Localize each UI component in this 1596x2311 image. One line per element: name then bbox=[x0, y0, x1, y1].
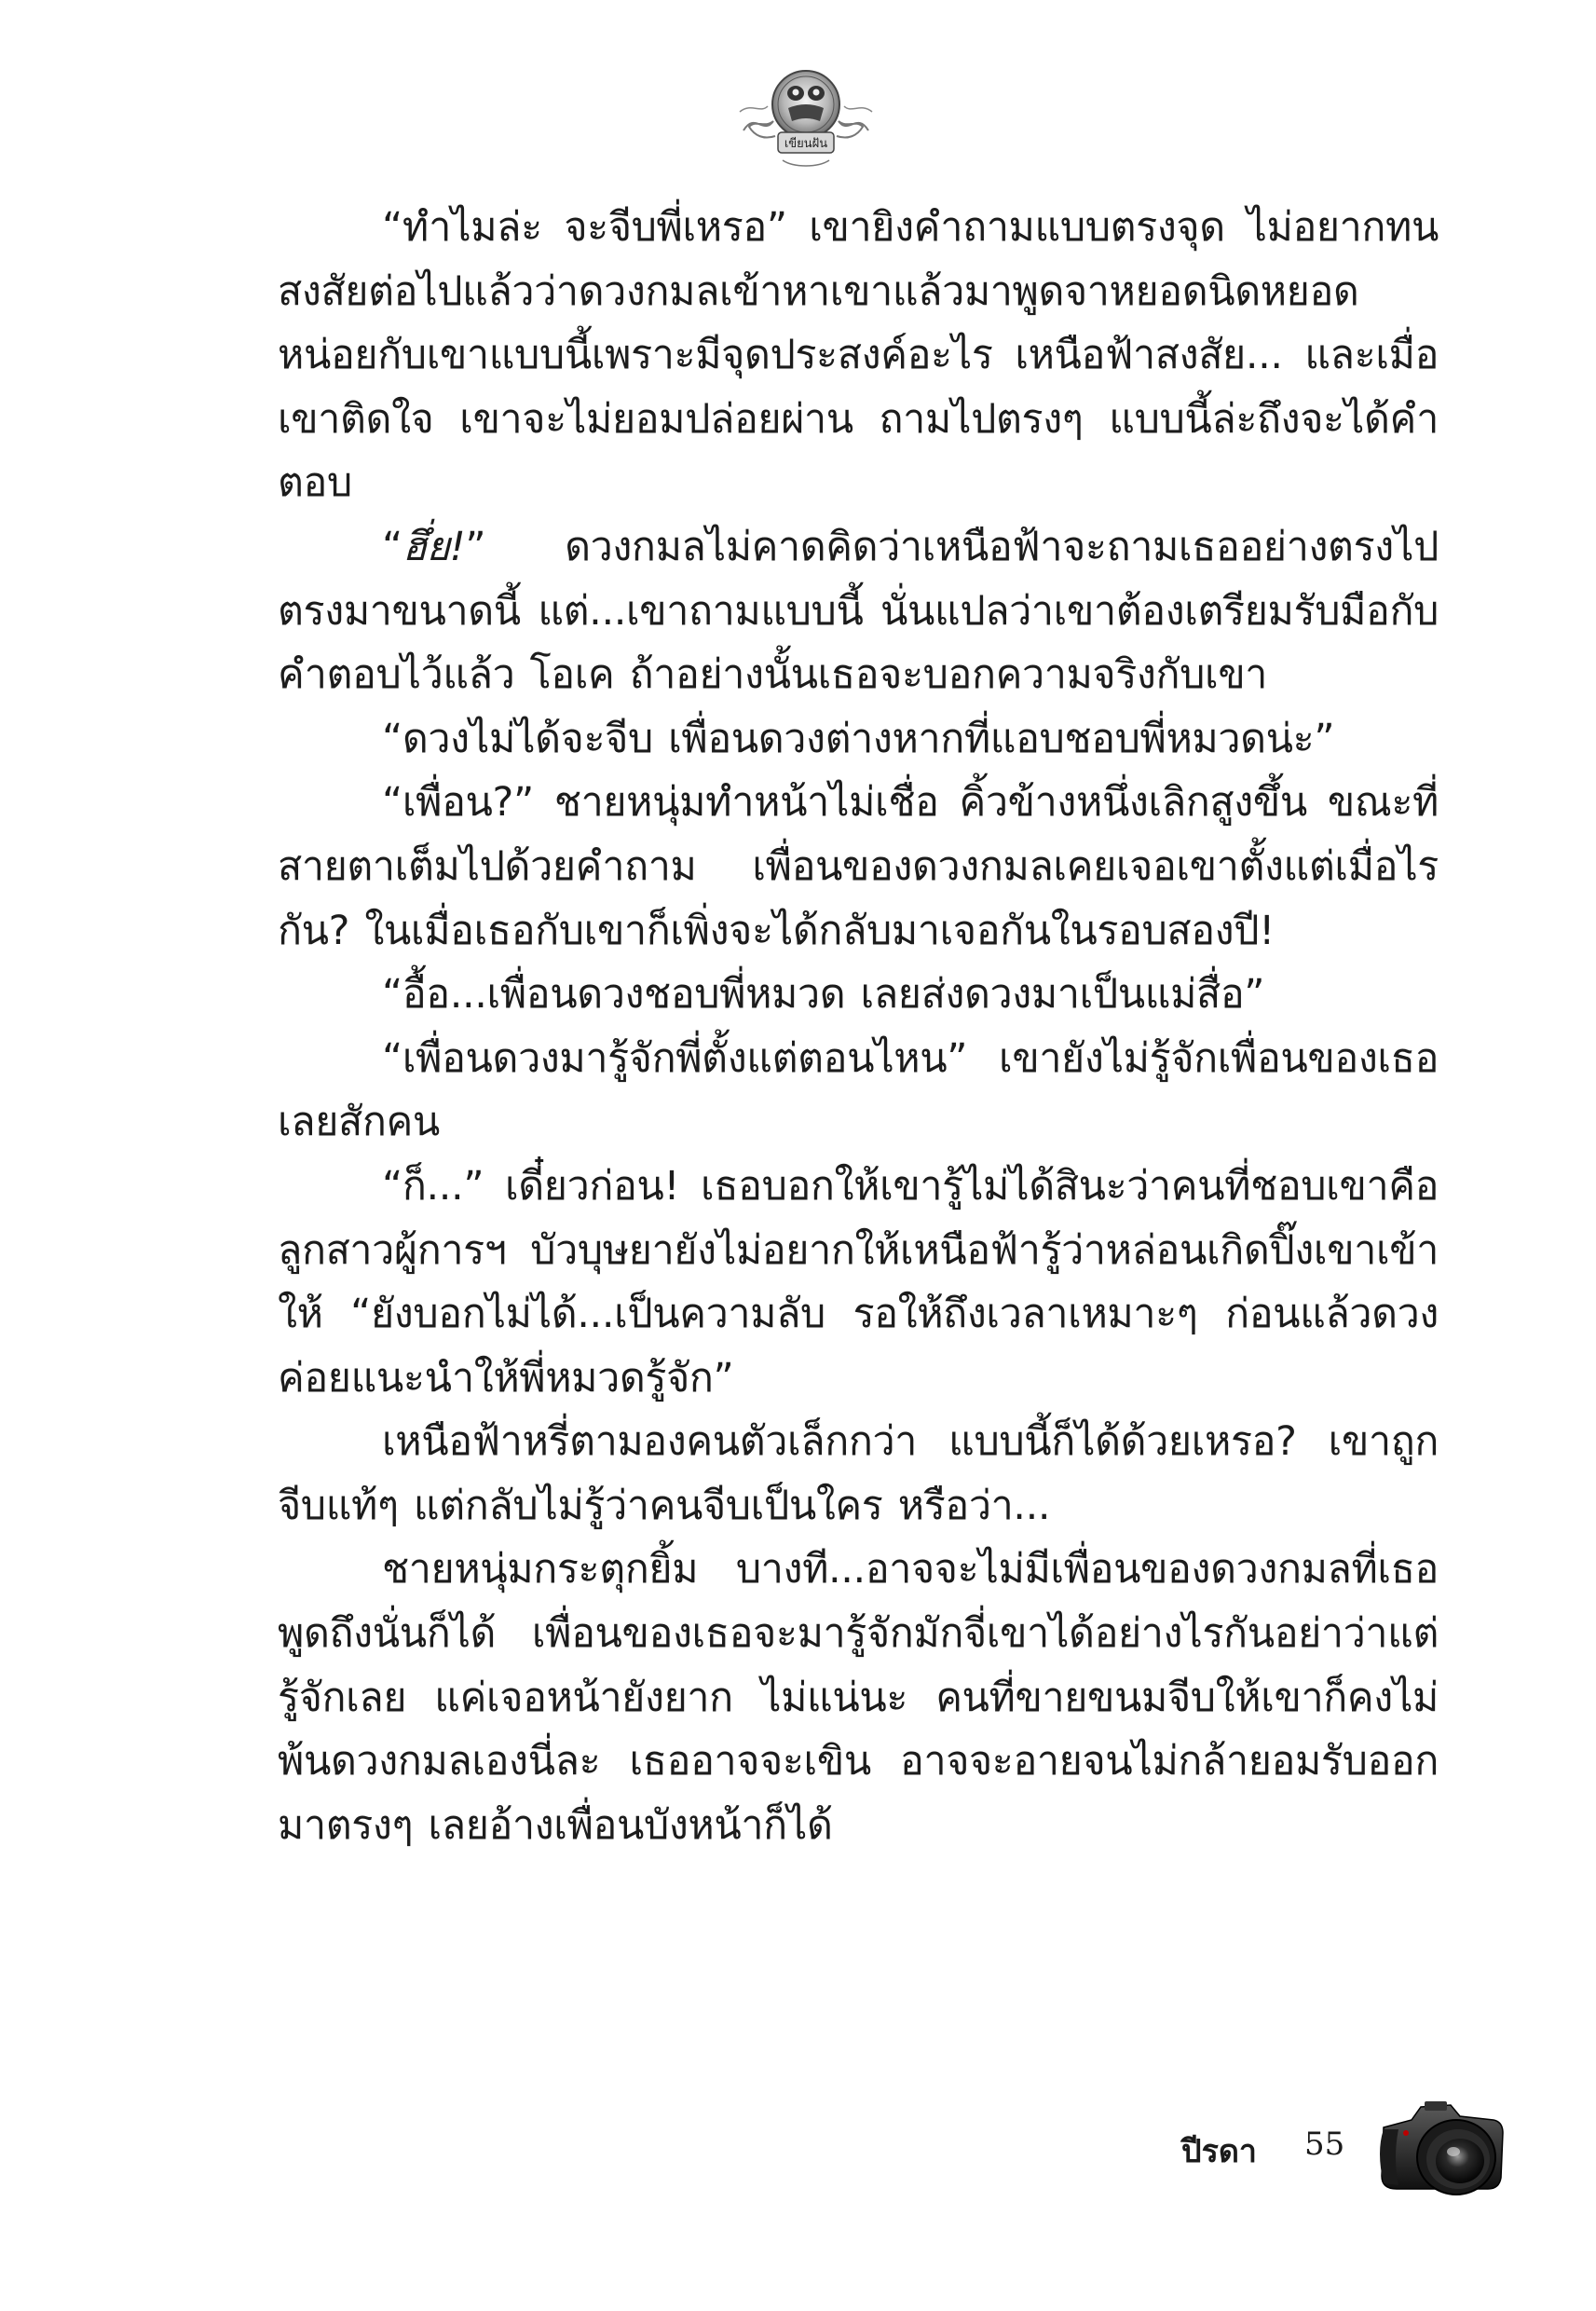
page-footer bbox=[1155, 2092, 1509, 2204]
svg-text:เขียนฝัน: เขียนฝัน bbox=[784, 137, 828, 151]
paragraph-text: “เพื่อนดวงมารู้จักพี่ตั้งแต่ตอนไหน” เขายังไม่รู้จักเพื่อนของเธอเลยสักคน bbox=[278, 1034, 1439, 1146]
camera-icon bbox=[1374, 2092, 1509, 2204]
paragraph-text: “อื้อ...เพื่อนดวงชอบพี่หมวด เลยส่งดวงมาเป็นแม่สื่อ” bbox=[382, 971, 1265, 1019]
paragraph-text: ชายหนุ่มกระตุกยิ้ม บางที...อาจจะไม่มีเพื่อนของดวงกมลที่เธอพูดถึงนั่นก็ได้ เพื่อนของเธอจะมารู้จักมักจี่เขาได้อย่างไรกันอย่าว่าแต่รู้จักเลย แค่เจอหน้ายังยาก ไม่แน่นะ คนที่ขายขนมจีบให้เขาก็คงไม่พ้นดวงกมลเองนี่ละ เธออาจจะเขิน อาจจะอายจนไม่กล้ายอมรับออกมาตรงๆ เลยอ้างเพื่อนบังหน้าก็ได้ bbox=[278, 1546, 1439, 1849]
story-body bbox=[278, 196, 1439, 1857]
paragraph bbox=[278, 707, 1439, 772]
paragraph bbox=[278, 1155, 1439, 1410]
page-number: 55 bbox=[1304, 2126, 1345, 2163]
paragraph bbox=[278, 963, 1439, 1027]
paragraph bbox=[278, 515, 1439, 707]
paragraph-text: “ bbox=[382, 523, 402, 570]
author-name: ปีรดา bbox=[1181, 2133, 1258, 2170]
paragraph-text: เหนือฟ้าหรี่ตามองคนตัวเล็กกว่า แบบนี้ก็ได้ด้วยเหรอ? เขาถูกจีบแท้ๆ แต่กลับไม่รู้ว่าคนจีบเป็นใคร หรือว่า... bbox=[278, 1418, 1439, 1529]
paragraph bbox=[278, 1410, 1439, 1538]
paragraph-text: “ทำไมล่ะ จะจีบพี่เหรอ” เขายิงคำถามแบบตรงจุด ไม่อยากทนสงสัยต่อไปแล้วว่าดวงกมลเข้าหาเขาแล้วมาพูดจาหยอดนิดหยอดหน่อยกับเขาแบบนี้เพราะมีจุดประสงค์อะไร เหนือฟ้าสงสัย... และเมื่อเขาติดใจ เขาจะไม่ยอมปล่อยผ่าน ถามไปตรงๆ แบบนี้ล่ะถึงจะได้คำตอบ bbox=[278, 204, 1439, 507]
publisher-emblem-graphic bbox=[736, 47, 876, 177]
publisher-emblem-icon bbox=[736, 47, 876, 177]
paragraph bbox=[278, 196, 1439, 515]
paragraph-text: “เพื่อน?” ชายหนุ่มทำหน้าไม่เชื่อ คิ้วข้างหนึ่งเลิกสูงขึ้น ขณะที่สายตาเต็มไปด้วยคำถาม เพื่อนของดวงกมลเคยเจอเขาตั้งแต่เมื่อไรกัน? ในเมื่อเธอกับเขาก็เพิ่งจะได้กลับมาเจอกันในรอบสองปี! bbox=[278, 779, 1439, 954]
paragraph bbox=[278, 1027, 1439, 1155]
paragraph bbox=[278, 771, 1439, 963]
paragraph-text: “ดวงไม่ได้จะจีบ เพื่อนดวงต่างหากที่แอบชอบพี่หมวดน่ะ” bbox=[382, 715, 1335, 762]
paragraph bbox=[278, 1538, 1439, 1857]
paragraph-text: “ก็...” เดี๋ยวก่อน! เธอบอกให้เขารู้ไม่ได้สินะว่าคนที่ชอบเขาคือลูกสาวผู้การฯ บัวบุษยายังไม่อยากให้เหนือฟ้ารู้ว่าหล่อนเกิดปิ๊งเขาเข้าให้ “ยังบอกไม่ได้...เป็นความลับ รอให้ถึงเวลาเหมาะๆ ก่อนแล้วดวงค่อยแนะนำให้พี่หมวดรู้จัก” bbox=[278, 1162, 1439, 1402]
paragraph-text: ” ดวงกมลไม่คาดคิดว่าเหนือฟ้าจะถามเธออย่างตรงไปตรงมาขนาดนี้ แต่...เขาถามแบบนี้ นั่นแปลว่าเขาต้องเตรียมรับมือกับคำตอบไว้แล้ว โอเค ถ้าอย่างนั้นเธอจะบอกความจริงกับเขา bbox=[278, 523, 1439, 699]
italic-text: ฮึ่ย! bbox=[402, 523, 466, 570]
